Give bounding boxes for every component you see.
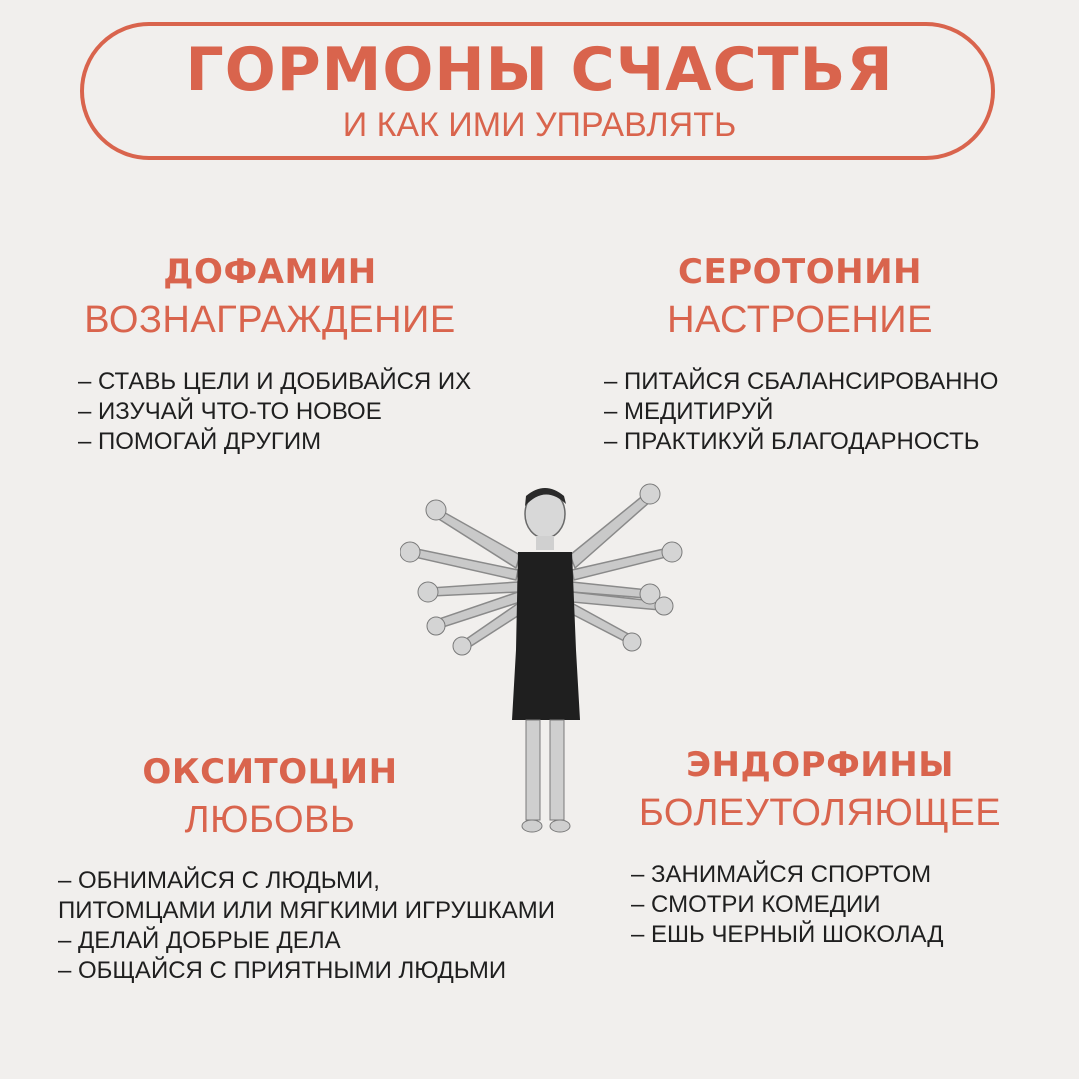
dopamine-heading	[60, 252, 480, 341]
hormone-role: ЛЮБОВЬ	[184, 799, 356, 841]
tip-item: – ИЗУЧАЙ ЧТО-ТО НОВОЕ	[78, 398, 382, 425]
tip-item: – ПИТАЙСЯ СБАЛАНСИРОВАННО	[604, 368, 999, 395]
serotonin-heading	[620, 252, 980, 341]
hormone-name: СЕРОТОНИН	[678, 252, 922, 292]
oxytocin-heading	[110, 752, 430, 841]
tip-item: – МЕДИТИРУЙ	[604, 398, 774, 425]
endorphins-tips	[631, 860, 944, 950]
endorphins-heading	[620, 745, 1020, 834]
tip-item: ПИТОМЦАМИ ИЛИ МЯГКИМИ ИГРУШКАМИ	[58, 897, 555, 924]
hormone-role: НАСТРОЕНИЕ	[667, 299, 933, 341]
hormone-role: ВОЗНАГРАЖДЕНИЕ	[84, 299, 456, 341]
tip-item: – ПОМОГАЙ ДРУГИМ	[78, 428, 322, 455]
hormone-name: ДОФАМИН	[163, 252, 377, 292]
serotonin-tips	[604, 367, 998, 457]
hormone-name: ОКСИТОЦИН	[142, 752, 398, 792]
page-subtitle: И КАК ИМИ УПРАВЛЯТЬ	[342, 106, 737, 144]
tip-item: – ПРАКТИКУЙ БЛАГОДАРНОСТЬ	[604, 428, 980, 455]
tip-item: – ЗАНИМАЙСЯ СПОРТОМ	[631, 861, 932, 888]
hormone-role: БОЛЕУТОЛЯЮЩЕЕ	[638, 792, 1002, 834]
hormone-name: ЭНДОРФИНЫ	[686, 745, 954, 785]
tip-item: – ДЕЛАЙ ДОБРЫЕ ДЕЛА	[58, 927, 341, 954]
tip-item: – СМОТРИ КОМЕДИИ	[631, 891, 881, 918]
oxytocin-tips	[58, 866, 555, 986]
tip-item: – ОБНИМАЙСЯ С ЛЮДЬМИ,	[58, 867, 380, 894]
tip-item: – СТАВЬ ЦЕЛИ И ДОБИВАЙСЯ ИХ	[78, 368, 472, 395]
dopamine-tips	[78, 367, 471, 457]
tip-item: – ОБЩАЙСЯ С ПРИЯТНЫМИ ЛЮДЬМИ	[58, 957, 507, 984]
page-title: ГОРМОНЫ СЧАСТЬЯ	[185, 35, 894, 105]
tip-item: – ЕШЬ ЧЕРНЫЙ ШОКОЛАД	[631, 921, 944, 948]
